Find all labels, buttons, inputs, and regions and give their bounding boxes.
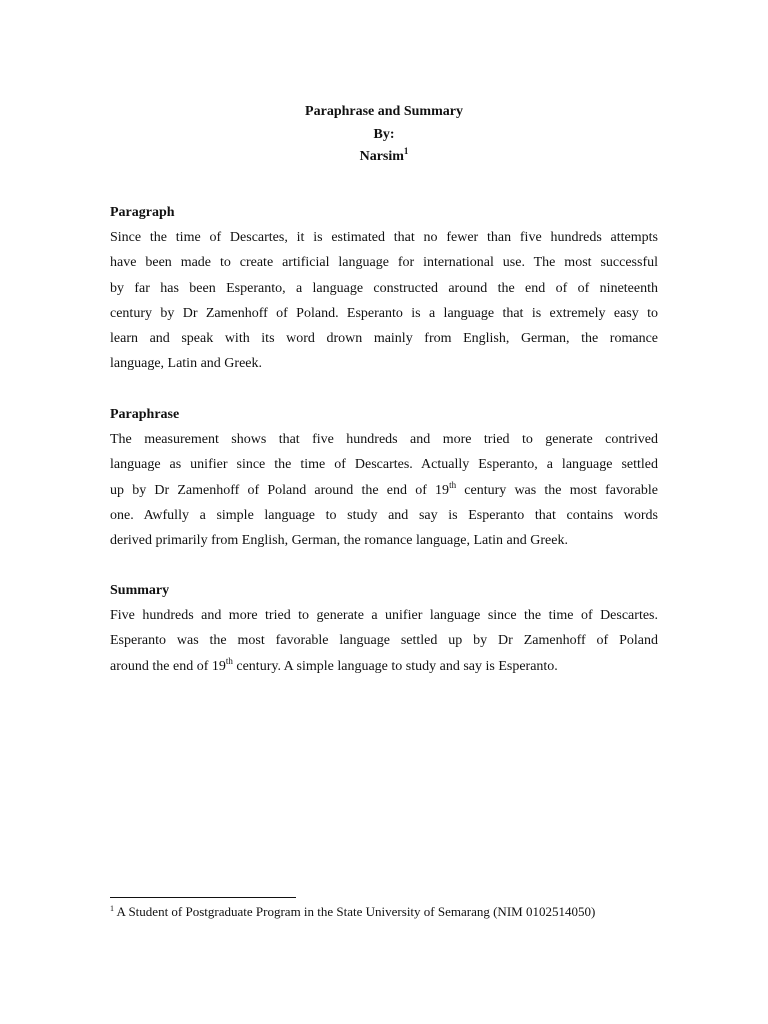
paraphrase-body bbox=[110, 427, 658, 553]
author-line bbox=[0, 146, 768, 169]
byline-label: By: bbox=[373, 126, 395, 142]
paraphrase-line: one. Awfully a simple language to study and say is Esperanto that contains words bbox=[110, 507, 658, 523]
title-block bbox=[0, 101, 768, 169]
paragraph-line: language, Latin and Greek. bbox=[110, 356, 262, 372]
paragraph-line: learn and speak with its word drown mainly from English, German, the romance bbox=[110, 331, 658, 347]
paraphrase-line-text: century was the most favorable bbox=[456, 482, 658, 498]
summary-section bbox=[110, 578, 658, 679]
footnote-mark: 1 bbox=[110, 904, 114, 913]
ordinal-suffix: th bbox=[449, 479, 457, 490]
document-title: Paraphrase and Summary bbox=[305, 104, 463, 119]
paragraph-section bbox=[110, 200, 658, 377]
paragraph-body bbox=[110, 225, 658, 377]
paragraph-line: Since the time of Descartes, it is estimated that no fewer than five hundreds attempts bbox=[110, 230, 658, 245]
summary-line-text: around the end of 19 bbox=[110, 658, 226, 674]
footnote-divider bbox=[110, 897, 296, 898]
paragraph-line: by far has been Esperanto, a language constructed around the end of of nineteenth bbox=[110, 280, 658, 296]
summary-line: Five hundreds and more tried to generate a unifier language since the time of Descartes. bbox=[110, 608, 658, 623]
paraphrase-line-text: up by Dr Zamenhoff of Poland around the end of 19 bbox=[110, 482, 450, 498]
paraphrase-section bbox=[110, 402, 658, 553]
footnote bbox=[110, 903, 595, 921]
paraphrase-line: derived primarily from English, German, the romance language, Latin and Greek. bbox=[110, 533, 568, 549]
author-footnote-mark: 1 bbox=[403, 146, 409, 156]
footnote-text: A Student of Postgraduate Program in the State University of Semarang (NIM 0102514050) bbox=[114, 904, 596, 919]
summary-line-text: century. A simple language to study and say is Esperanto. bbox=[232, 658, 558, 674]
paragraph-line: have been made to create artificial language for international use. The most successful bbox=[110, 255, 658, 271]
summary-body bbox=[110, 603, 658, 679]
author-name: Narsim bbox=[359, 149, 404, 164]
ordinal-suffix: th bbox=[225, 655, 233, 666]
summary-heading: Summary bbox=[110, 583, 170, 598]
paragraph-line: century by Dr Zamenhoff of Poland. Esperanto is a language that is extremely easy to bbox=[110, 305, 658, 321]
paragraph-heading: Paragraph bbox=[110, 205, 175, 220]
paraphrase-line: language as unifier since the time of Descartes. Actually Esperanto, a language settled bbox=[110, 457, 658, 473]
summary-line: Esperanto was the most favorable language settled up by Dr Zamenhoff of Poland bbox=[110, 633, 658, 649]
paraphrase-line bbox=[110, 478, 658, 503]
summary-line bbox=[110, 654, 658, 679]
paraphrase-line: The measurement shows that five hundreds and more tried to generate contrived bbox=[110, 432, 658, 447]
paraphrase-heading: Paraphrase bbox=[110, 407, 180, 422]
